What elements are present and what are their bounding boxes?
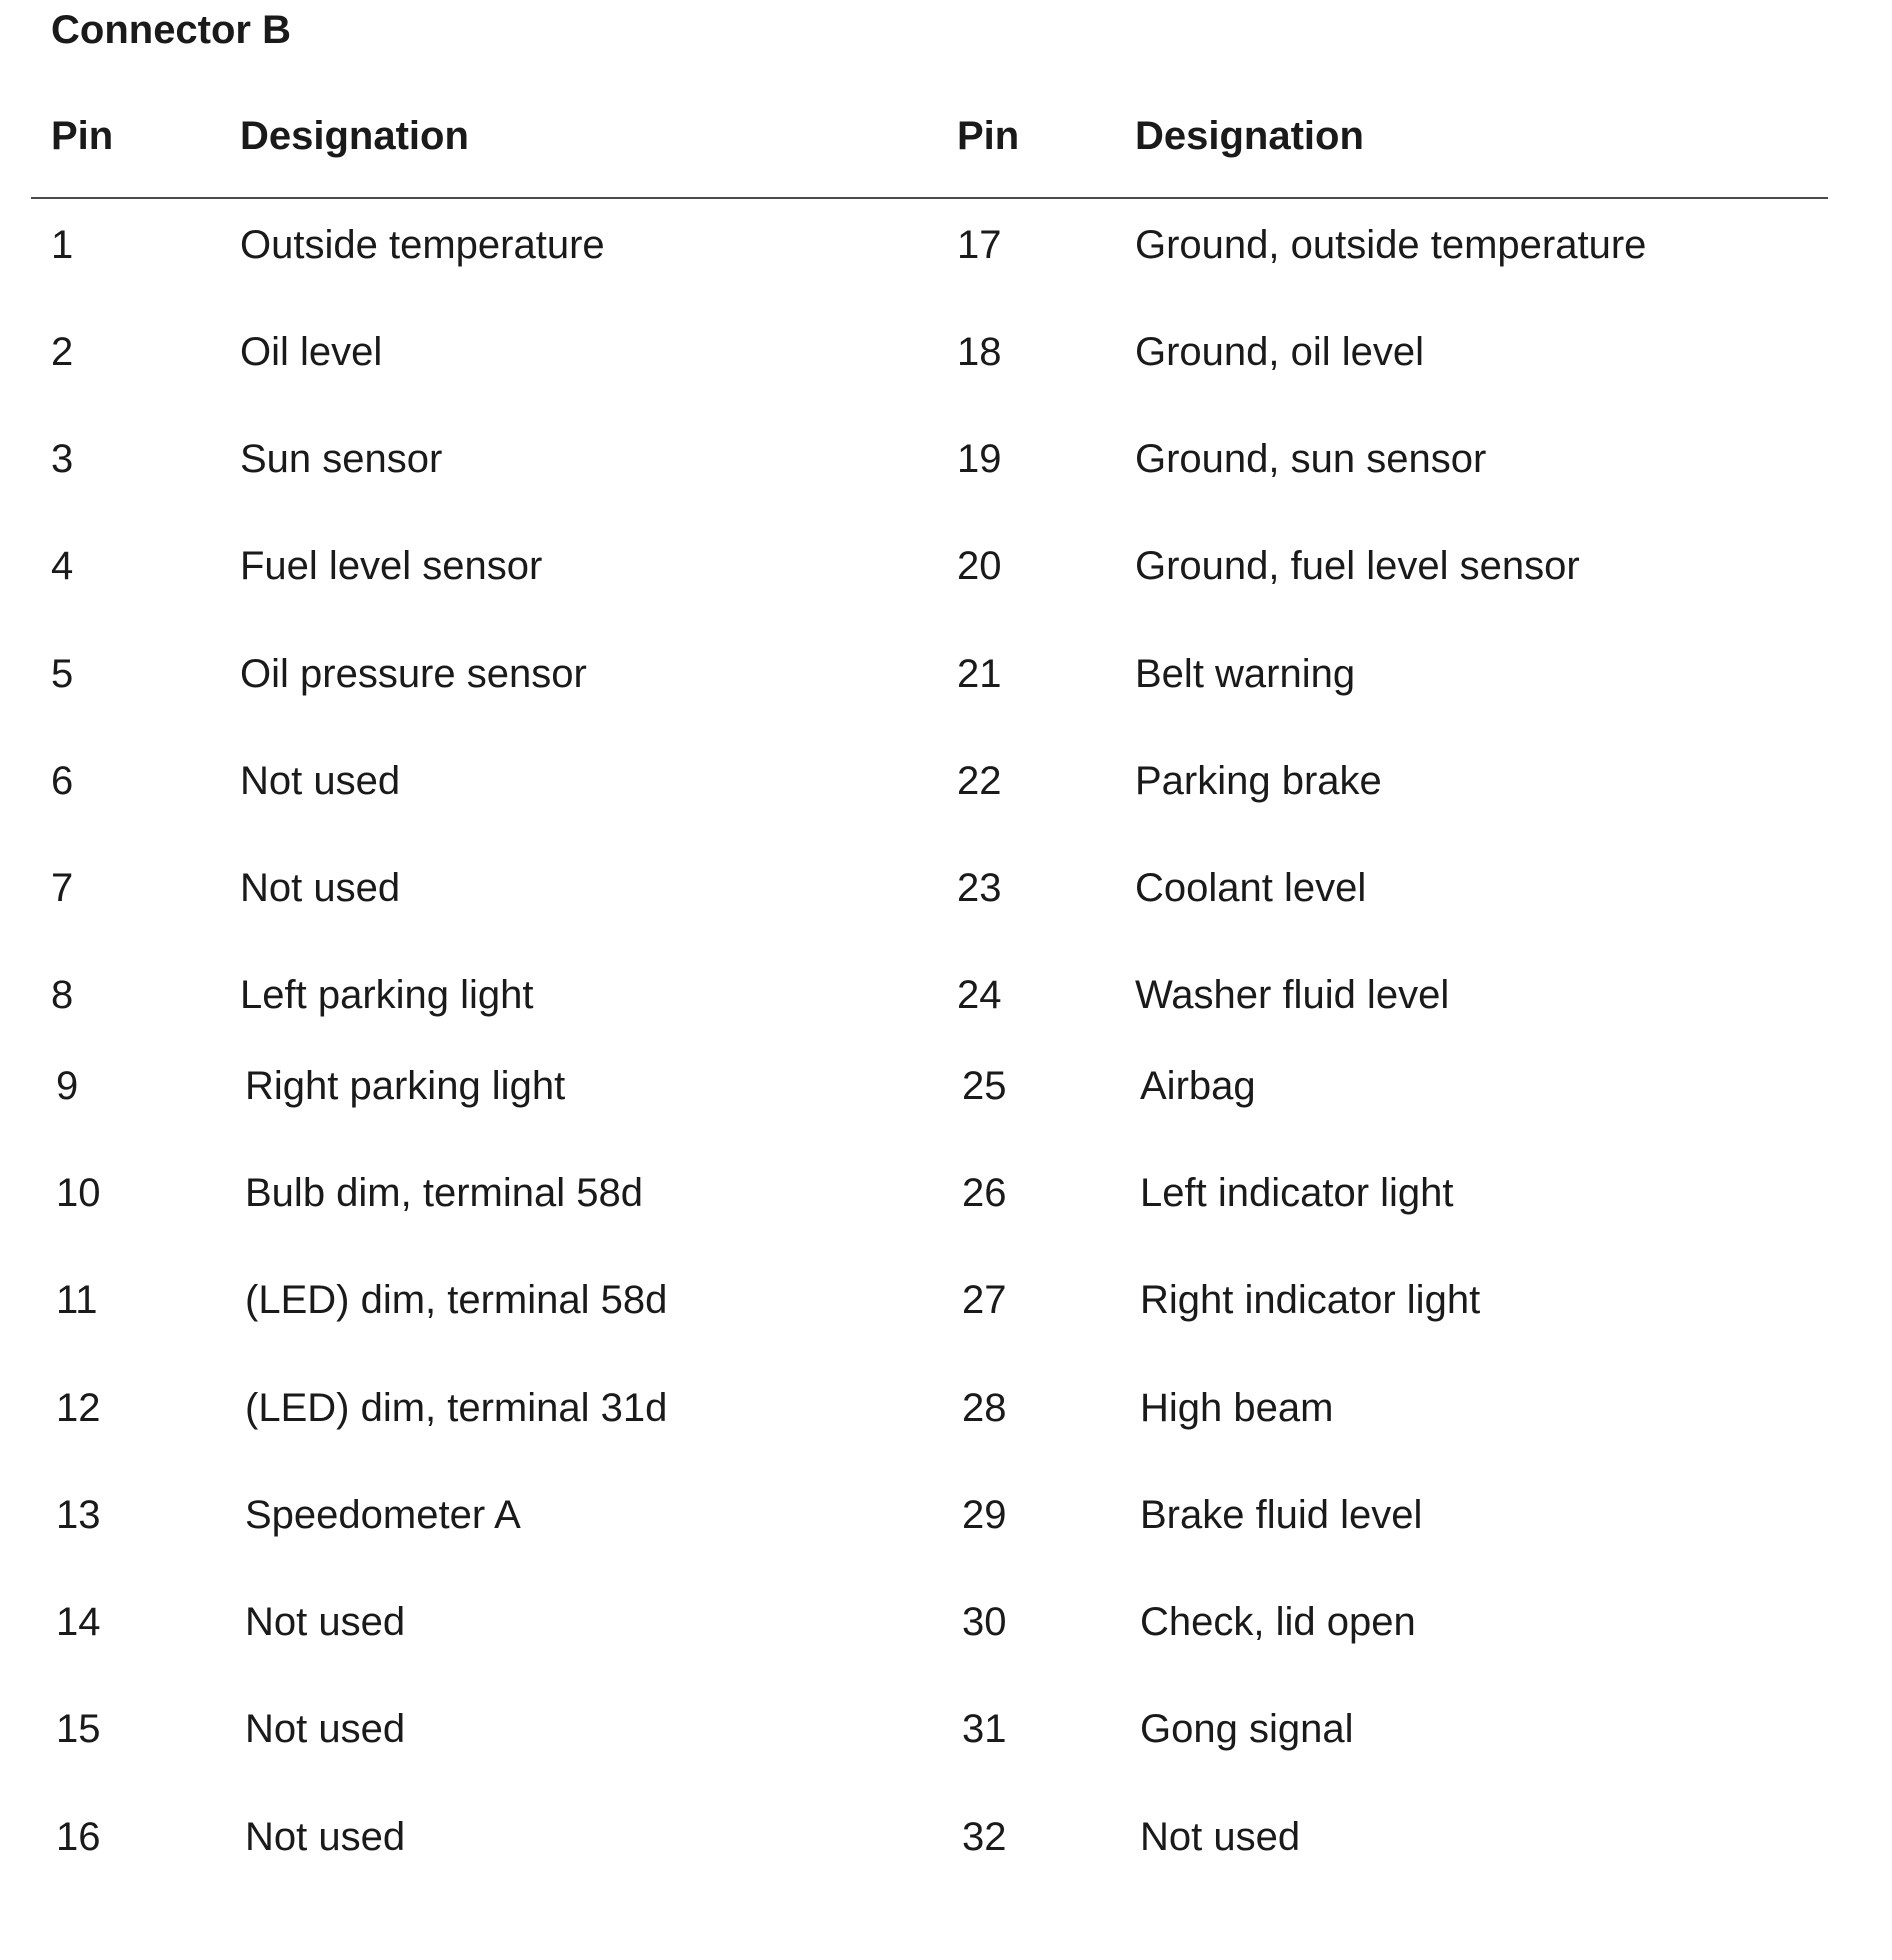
left-pin-number-cell: 1 — [51, 223, 74, 267]
header-left-designation: Designation — [240, 114, 469, 158]
left-designation-cell: Not used — [240, 759, 401, 803]
table-row — [0, 1596, 1892, 1648]
right-pin-number-cell: 23 — [957, 866, 1002, 910]
left-pin-number-cell: 8 — [51, 973, 74, 1017]
right-designation-cell: Ground, sun sensor — [1135, 437, 1487, 481]
left-designation-cell: Bulb dim, terminal 58d — [245, 1171, 643, 1215]
right-designation-cell: Washer fluid level — [1135, 973, 1450, 1017]
right-pin-number-cell: 20 — [957, 544, 1002, 588]
left-pin-number-cell: 13 — [56, 1493, 101, 1537]
table-row — [0, 1703, 1892, 1755]
right-designation-cell: Airbag — [1140, 1064, 1256, 1108]
right-pin-number-cell: 29 — [962, 1493, 1007, 1537]
left-pin-number-cell: 15 — [56, 1707, 101, 1751]
right-pin-number-cell: 24 — [957, 973, 1002, 1017]
left-pin-number-cell: 3 — [51, 437, 74, 481]
table-row — [0, 1811, 1892, 1863]
right-pin-number-cell: 26 — [962, 1171, 1007, 1215]
right-designation-cell: Brake fluid level — [1140, 1493, 1423, 1537]
table-row — [0, 433, 1892, 485]
left-pin-number-cell: 9 — [56, 1064, 79, 1108]
table-row — [0, 540, 1892, 592]
table-row — [0, 326, 1892, 378]
left-pin-number-cell: 7 — [51, 866, 74, 910]
right-designation-cell: Belt warning — [1135, 652, 1356, 696]
left-pin-number-cell: 12 — [56, 1386, 101, 1430]
right-designation-cell: Check, lid open — [1140, 1600, 1416, 1644]
table-row — [0, 1060, 1892, 1112]
right-pin-number-cell: 31 — [962, 1707, 1007, 1751]
right-pin-number-cell: 17 — [957, 223, 1002, 267]
header-divider — [31, 197, 1828, 199]
left-pin-number-cell: 6 — [51, 759, 74, 803]
right-pin-number-cell: 27 — [962, 1278, 1007, 1322]
right-designation-cell: Ground, outside temperature — [1135, 223, 1647, 267]
left-designation-cell: Oil pressure sensor — [240, 652, 587, 696]
left-designation-cell: Speedometer A — [245, 1493, 521, 1537]
table-row — [0, 862, 1892, 914]
right-pin-number-cell: 25 — [962, 1064, 1007, 1108]
right-designation-cell: Coolant level — [1135, 866, 1367, 910]
right-pin-number-cell: 28 — [962, 1386, 1007, 1430]
table-row — [0, 648, 1892, 700]
left-pin-number-cell: 2 — [51, 330, 74, 374]
header-left-pin: Pin — [51, 114, 114, 158]
right-pin-number-cell: 22 — [957, 759, 1002, 803]
table-row — [0, 969, 1892, 1021]
left-designation-cell: (LED) dim, terminal 31d — [245, 1386, 668, 1430]
left-pin-number-cell: 11 — [56, 1278, 98, 1322]
right-pin-number-cell: 18 — [957, 330, 1002, 374]
left-designation-cell: Not used — [245, 1707, 406, 1751]
header-right-designation: Designation — [1135, 114, 1364, 158]
left-designation-cell: Oil level — [240, 330, 383, 374]
left-designation-cell: Outside temperature — [240, 223, 605, 267]
right-designation-cell: Not used — [1140, 1815, 1301, 1859]
left-designation-cell: Left parking light — [240, 973, 534, 1017]
right-pin-number-cell: 32 — [962, 1815, 1007, 1859]
table-row — [0, 1489, 1892, 1541]
right-designation-cell: Left indicator light — [1140, 1171, 1454, 1215]
left-pin-number-cell: 16 — [56, 1815, 101, 1859]
left-designation-cell: Not used — [240, 866, 401, 910]
page-title: Connector B — [51, 8, 291, 52]
left-designation-cell: (LED) dim, terminal 58d — [245, 1278, 668, 1322]
left-pin-number-cell: 5 — [51, 652, 74, 696]
left-pin-number-cell: 4 — [51, 544, 74, 588]
right-designation-cell: Right indicator light — [1140, 1278, 1481, 1322]
right-designation-cell: Parking brake — [1135, 759, 1382, 803]
table-row — [0, 219, 1892, 271]
right-pin-number-cell: 19 — [957, 437, 1002, 481]
table-row — [0, 1167, 1892, 1219]
left-designation-cell: Not used — [245, 1600, 406, 1644]
left-designation-cell: Sun sensor — [240, 437, 443, 481]
right-designation-cell: Ground, oil level — [1135, 330, 1425, 374]
table-row — [0, 755, 1892, 807]
right-designation-cell: High beam — [1140, 1386, 1334, 1430]
left-pin-number-cell: 10 — [56, 1171, 101, 1215]
table-row — [0, 1274, 1892, 1326]
left-designation-cell: Right parking light — [245, 1064, 566, 1108]
right-designation-cell: Ground, fuel level sensor — [1135, 544, 1580, 588]
table-row — [0, 1382, 1892, 1434]
right-pin-number-cell: 30 — [962, 1600, 1007, 1644]
left-pin-number-cell: 14 — [56, 1600, 101, 1644]
right-pin-number-cell: 21 — [957, 652, 1002, 696]
left-designation-cell: Not used — [245, 1815, 406, 1859]
right-designation-cell: Gong signal — [1140, 1707, 1354, 1751]
left-designation-cell: Fuel level sensor — [240, 544, 543, 588]
header-right-pin: Pin — [957, 114, 1020, 158]
